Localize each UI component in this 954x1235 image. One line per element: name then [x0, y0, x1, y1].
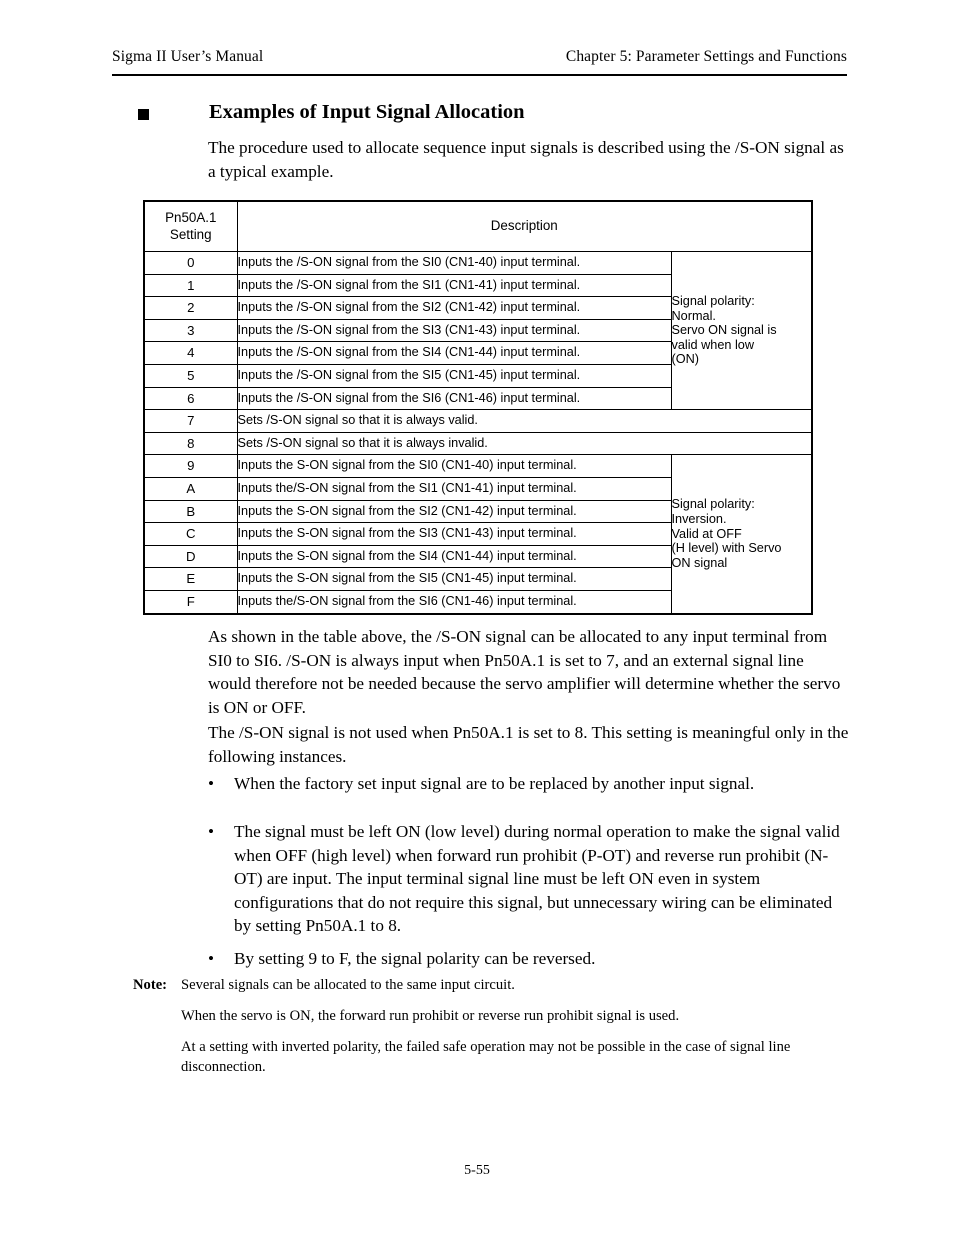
cell-setting: B: [144, 500, 237, 523]
column-header-setting-line1: Pn50A.1: [165, 210, 217, 225]
table-row: [144, 252, 812, 275]
cell-setting: 6: [144, 387, 237, 410]
bullet-item-1: [208, 772, 849, 796]
note-line-3: At a setting with inverted polarity, the failed safe operation may not be possible in the case of signal line disconnection.: [181, 1039, 791, 1075]
column-header-description: Description: [237, 201, 812, 252]
cell-description: Inputs the /S-ON signal from the SI2 (CN1-42) input terminal.: [237, 297, 671, 320]
header-left-title: Sigma II User’s Manual: [112, 48, 264, 65]
bullet-dot-icon: •: [208, 822, 215, 841]
cell-setting: 1: [144, 274, 237, 297]
polarity-normal-line1: Signal polarity:: [671, 294, 755, 309]
cell-description: Sets /S-ON signal so that it is always valid.: [237, 410, 812, 433]
running-header: [112, 48, 847, 66]
polarity-inversion-line3: Valid at OFF: [671, 526, 742, 541]
cell-setting: E: [144, 568, 237, 591]
cell-setting: 3: [144, 319, 237, 342]
cell-setting: 8: [144, 432, 237, 455]
bullet-item-3: [208, 947, 849, 971]
cell-description: Inputs the /S-ON signal from the SI0 (CN1-40) input terminal.: [237, 252, 671, 275]
cell-setting: A: [144, 477, 237, 500]
cell-description: Sets /S-ON signal so that it is always invalid.: [237, 432, 812, 455]
note-line-2: When the servo is ON, the forward run prohibit or reverse run prohibit signal is used.: [181, 1008, 680, 1024]
cell-setting: 2: [144, 297, 237, 320]
section-heading: [138, 101, 848, 125]
note-label: Note:: [133, 977, 168, 993]
cell-setting: 7: [144, 410, 237, 433]
cell-description: Inputs the S-ON signal from the SI5 (CN1-45) input terminal.: [237, 568, 671, 591]
polarity-inversion-line1: Signal polarity:: [671, 497, 755, 512]
input-signal-allocation-table-wrapper: [143, 200, 813, 615]
column-header-setting: [144, 201, 237, 252]
table-row: [144, 455, 812, 478]
bullet-item-2: [208, 820, 849, 938]
note-block: [133, 975, 849, 1077]
page-title: Examples of Input Signal Allocation: [209, 101, 525, 123]
cell-description: Inputs the/S-ON signal from the SI1 (CN1-41) input terminal.: [237, 477, 671, 500]
cell-description: Inputs the S-ON signal from the SI4 (CN1-44) input terminal.: [237, 545, 671, 568]
cell-description: Inputs the /S-ON signal from the SI6 (CN1-46) input terminal.: [237, 387, 671, 410]
cell-setting: D: [144, 545, 237, 568]
cell-setting: 5: [144, 364, 237, 387]
bullet-item-3-text: By setting 9 to F, the signal polarity can be reversed.: [234, 949, 596, 968]
polarity-normal-line4: valid when low: [671, 337, 755, 352]
note-first-line: [133, 975, 849, 995]
header-rule: [112, 74, 847, 76]
polarity-normal-line2: Normal.: [671, 308, 716, 323]
paragraph-after-table-2: The /S-ON signal is not used when Pn50A.1 is set to 8. This setting is meaningful only in the following instances.: [208, 723, 849, 766]
table-row: [144, 432, 812, 455]
intro-paragraph: The procedure used to allocate sequence input signals is described using the /S-ON signal as a typical example.: [208, 138, 844, 181]
cell-setting: 9: [144, 455, 237, 478]
cell-description: Inputs the/S-ON signal from the SI6 (CN1-46) input terminal.: [237, 590, 671, 613]
note-line-1: Several signals can be allocated to the same input circuit.: [181, 977, 515, 993]
bullet-dot-icon: •: [208, 949, 215, 968]
bullet-item-1-text: When the factory set input signal are to be replaced by another input signal.: [234, 774, 755, 793]
polarity-normal-line5: (ON): [671, 352, 699, 367]
cell-setting: C: [144, 523, 237, 546]
bullet-item-2-text: The signal must be left ON (low level) during normal operation to make the signal valid when OFF (high level) when forward run prohibit (P-OT) and reverse run prohibit (N-OT) are input. The input terminal signal line must be left ON even in system configurations that do not require this signal, but unnecessary wiring can be eliminated by setting Pn50A.1 to 8.: [234, 822, 840, 935]
cell-polarity-normal: [671, 252, 812, 410]
paragraph-after-table-1: As shown in the table above, the /S-ON signal can be allocated to any input terminal from SI0 to SI6. /S-ON is always input when Pn50A.1 is set to 7, and an external signal line would therefore not be needed because the servo amplifier will determine whether the servo is ON or OFF.: [208, 627, 841, 717]
cell-description: Inputs the S-ON signal from the SI3 (CN1-43) input terminal.: [237, 523, 671, 546]
filled-square-bullet-icon: [138, 109, 149, 120]
cell-description: Inputs the S-ON signal from the SI2 (CN1-42) input terminal.: [237, 500, 671, 523]
polarity-inversion-line5: ON signal: [671, 555, 728, 570]
cell-description: Inputs the /S-ON signal from the SI3 (CN1-43) input terminal.: [237, 319, 671, 342]
column-header-setting-line2: Setting: [169, 226, 212, 242]
cell-setting: 0: [144, 252, 237, 275]
cell-polarity-inversion: [671, 455, 812, 614]
polarity-normal-line3: Servo ON signal is: [671, 323, 777, 338]
cell-setting: F: [144, 590, 237, 613]
page-number: 5-55: [464, 1163, 490, 1178]
cell-description: Inputs the /S-ON signal from the SI4 (CN1-44) input terminal.: [237, 342, 671, 365]
cell-description: Inputs the /S-ON signal from the SI5 (CN1-45) input terminal.: [237, 364, 671, 387]
bullet-dot-icon: •: [208, 774, 215, 793]
input-signal-allocation-table: [143, 200, 813, 615]
polarity-inversion-line2: Inversion.: [671, 512, 727, 527]
polarity-inversion-line4: (H level) with Servo: [671, 541, 782, 556]
table-row: [144, 410, 812, 433]
table-header-row: [144, 201, 812, 252]
cell-description: Inputs the /S-ON signal from the SI1 (CN1-41) input terminal.: [237, 274, 671, 297]
cell-setting: 4: [144, 342, 237, 365]
header-right-chapter: Chapter 5: Parameter Settings and Functions: [565, 48, 847, 65]
cell-description: Inputs the S-ON signal from the SI0 (CN1-40) input terminal.: [237, 455, 671, 478]
